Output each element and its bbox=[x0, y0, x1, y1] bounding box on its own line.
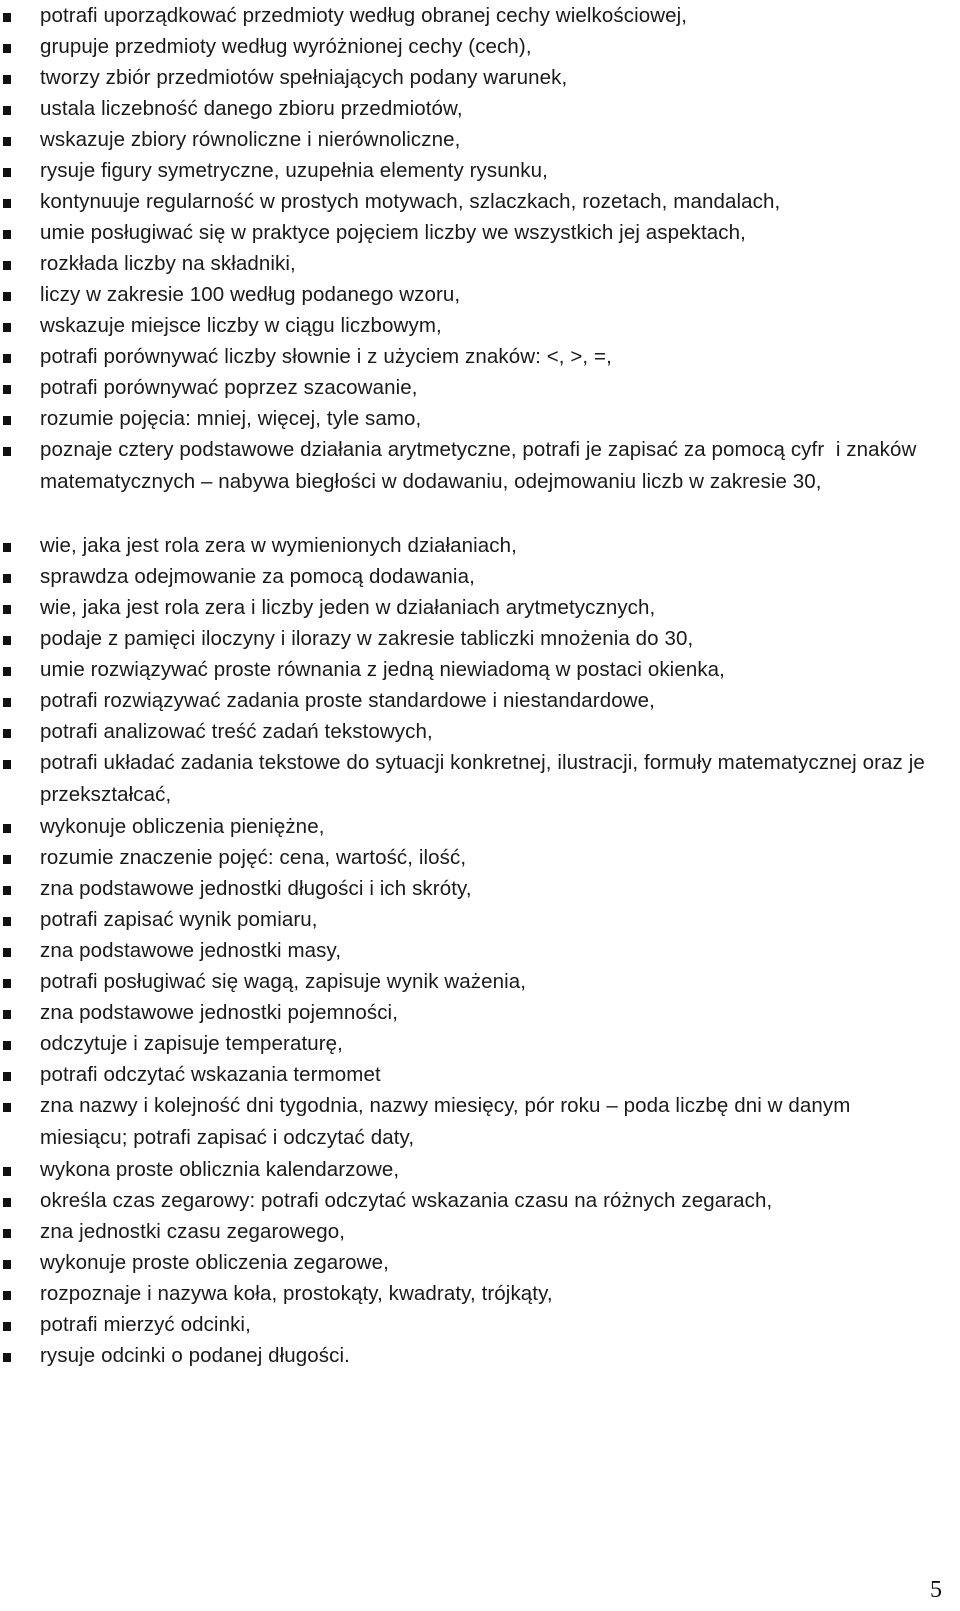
list-item-text: rozpoznaje i nazywa koła, prostokąty, kwadraty, trójkąty, bbox=[40, 1282, 553, 1305]
list-item bbox=[0, 997, 960, 1029]
square-bullet-icon bbox=[3, 1353, 11, 1362]
list-item-text: potrafi uporządkować przedmioty według obranej cechy wielkościowej, bbox=[40, 4, 688, 27]
list-item bbox=[0, 1309, 960, 1341]
square-bullet-icon bbox=[3, 75, 11, 84]
square-bullet-icon bbox=[3, 698, 11, 707]
list-item bbox=[0, 842, 960, 874]
list-item-text: podaje z pamięci iloczyny i ilorazy w zakresie tabliczki mnożenia do 30, bbox=[40, 627, 694, 650]
list-item bbox=[0, 1247, 960, 1279]
square-bullet-icon bbox=[3, 979, 11, 988]
list-item bbox=[0, 623, 960, 655]
list-item bbox=[0, 873, 960, 905]
square-bullet-icon bbox=[3, 636, 11, 645]
list-item bbox=[0, 31, 960, 63]
list-item-text: zna podstawowe jednostki masy, bbox=[40, 939, 342, 962]
list-item-text: potrafi rozwiązywać zadania proste standardowe i niestandardowe, bbox=[40, 689, 655, 712]
square-bullet-icon bbox=[3, 261, 11, 270]
list-item-text: wskazuje zbiory równoliczne i nierównoliczne, bbox=[40, 128, 461, 151]
list-item bbox=[0, 1028, 960, 1060]
list-item bbox=[0, 561, 960, 593]
list-item bbox=[0, 310, 960, 342]
list-item-text: potrafi odczytać wskazania termomet bbox=[40, 1063, 381, 1086]
list-item-text: potrafi mierzyć odcinki, bbox=[40, 1313, 251, 1336]
square-bullet-icon bbox=[3, 574, 11, 583]
list-item bbox=[0, 155, 960, 187]
square-bullet-icon bbox=[3, 1041, 11, 1050]
square-bullet-icon bbox=[3, 168, 11, 177]
list-item-text: odczytuje i zapisuje temperaturę, bbox=[40, 1032, 343, 1055]
list-item bbox=[0, 1154, 960, 1186]
list-item-text: wykona proste oblicznia kalendarzowe, bbox=[40, 1158, 400, 1181]
list-item-text: rozumie pojęcia: mniej, więcej, tyle samo, bbox=[40, 407, 422, 430]
square-bullet-icon bbox=[3, 1260, 11, 1269]
list-item bbox=[0, 124, 960, 156]
list-item-text: wykonuje proste obliczenia zegarowe, bbox=[40, 1251, 389, 1274]
page-number: 5 bbox=[930, 1577, 942, 1603]
list-item-text: potrafi porównywać liczby słownie i z użyciem znaków: <, >, =, bbox=[40, 345, 612, 368]
square-bullet-icon bbox=[3, 1229, 11, 1238]
list-item-text: potrafi posługiwać się wagą, zapisuje wynik ważenia, bbox=[40, 970, 527, 993]
list-item-text: sprawdza odejmowanie za pomocą dodawania, bbox=[40, 565, 475, 588]
list-item bbox=[0, 372, 960, 404]
square-bullet-icon bbox=[3, 1072, 11, 1081]
list-item-text: kontynuuje regularność w prostych motywach, szlaczkach, rozetach, mandalach, bbox=[40, 190, 781, 213]
list-item bbox=[0, 747, 960, 811]
list-item bbox=[0, 1185, 960, 1217]
list-item bbox=[0, 0, 960, 32]
list-item bbox=[0, 530, 960, 562]
square-bullet-icon bbox=[3, 1010, 11, 1019]
list-item-text: wykonuje obliczenia pieniężne, bbox=[40, 815, 325, 838]
list-item bbox=[0, 1278, 960, 1310]
square-bullet-icon bbox=[3, 1322, 11, 1331]
square-bullet-icon bbox=[3, 886, 11, 895]
list-item-text: zna podstawowe jednostki długości i ich skróty, bbox=[40, 877, 472, 900]
square-bullet-icon bbox=[3, 13, 11, 22]
list-item-text: potrafi porównywać poprzez szacowanie, bbox=[40, 376, 418, 399]
square-bullet-icon bbox=[3, 199, 11, 208]
list-item-text: ustala liczebność danego zbioru przedmiotów, bbox=[40, 97, 463, 120]
list-item bbox=[0, 434, 960, 530]
square-bullet-icon bbox=[3, 1103, 11, 1112]
list-item bbox=[0, 62, 960, 94]
list-item-text: wskazuje miejsce liczby w ciągu liczbowym, bbox=[40, 314, 442, 337]
list-item-text: liczy w zakresie 100 według podanego wzoru, bbox=[40, 283, 461, 306]
square-bullet-icon bbox=[3, 44, 11, 53]
list-item-text: rozkłada liczby na składniki, bbox=[40, 252, 296, 275]
square-bullet-icon bbox=[3, 354, 11, 363]
list-item-text: wie, jaka jest rola zera w wymienionych działaniach, bbox=[40, 534, 517, 557]
list-item-text: rysuje odcinki o podanej długości. bbox=[40, 1344, 350, 1367]
list-item-text: rysuje figury symetryczne, uzupełnia elementy rysunku, bbox=[40, 159, 548, 182]
square-bullet-icon bbox=[3, 416, 11, 425]
square-bullet-icon bbox=[3, 824, 11, 833]
square-bullet-icon bbox=[3, 1198, 11, 1207]
square-bullet-icon bbox=[3, 1291, 11, 1300]
list-item bbox=[0, 592, 960, 624]
square-bullet-icon bbox=[3, 760, 11, 769]
list-item bbox=[0, 1059, 960, 1091]
list-item-text: wie, jaka jest rola zera i liczby jeden w działaniach arytmetycznych, bbox=[40, 596, 656, 619]
square-bullet-icon bbox=[3, 230, 11, 239]
square-bullet-icon bbox=[3, 323, 11, 332]
square-bullet-icon bbox=[3, 667, 11, 676]
list-item bbox=[0, 811, 960, 843]
list-item bbox=[0, 1216, 960, 1248]
list-item bbox=[0, 279, 960, 311]
square-bullet-icon bbox=[3, 1167, 11, 1176]
square-bullet-icon bbox=[3, 917, 11, 926]
square-bullet-icon bbox=[3, 106, 11, 115]
list-item-text: zna jednostki czasu zegarowego, bbox=[40, 1220, 346, 1243]
list-item bbox=[0, 341, 960, 373]
square-bullet-icon bbox=[3, 292, 11, 301]
list-item bbox=[0, 1090, 960, 1154]
list-item-text: rozumie znaczenie pojęć: cena, wartość, ilość, bbox=[40, 846, 467, 869]
list-item-text: grupuje przedmioty według wyróżnionej cechy (cech), bbox=[40, 35, 532, 58]
square-bullet-icon bbox=[3, 137, 11, 146]
list-item bbox=[0, 685, 960, 717]
list-item-text: umie rozwiązywać proste równania z jedną niewiadomą w postaci okienka, bbox=[40, 658, 725, 681]
square-bullet-icon bbox=[3, 543, 11, 552]
square-bullet-icon bbox=[3, 948, 11, 957]
list-item bbox=[0, 186, 960, 218]
list-item-text: potrafi układać zadania tekstowe do sytuacji konkretnej, ilustracji, formuły matematycznej oraz je przekształcać, bbox=[40, 751, 931, 806]
list-item-text: umie posługiwać się w praktyce pojęciem liczby we wszystkich jej aspektach, bbox=[40, 221, 746, 244]
list-item-text: określa czas zegarowy: potrafi odczytać wskazania czasu na różnych zegarach, bbox=[40, 1189, 773, 1212]
list-item-text: zna podstawowe jednostki pojemności, bbox=[40, 1001, 398, 1024]
list-item-text: poznaje cztery podstawowe działania arytmetyczne, potrafi je zapisać za pomocą cyfr i znaków matematycznych – nabywa biegłości w dodawaniu, odejmowaniu liczb w zakresie 30, bbox=[40, 438, 923, 493]
square-bullet-icon bbox=[3, 605, 11, 614]
list-item bbox=[0, 403, 960, 435]
list-item bbox=[0, 93, 960, 125]
list-item bbox=[0, 217, 960, 249]
list-item bbox=[0, 966, 960, 998]
list-item-text: potrafi analizować treść zadań tekstowych, bbox=[40, 720, 433, 743]
list-item bbox=[0, 248, 960, 280]
list-item-text: potrafi zapisać wynik pomiaru, bbox=[40, 908, 318, 931]
list-item bbox=[0, 935, 960, 967]
list-item bbox=[0, 716, 960, 748]
list-item-text: zna nazwy i kolejność dni tygodnia, nazwy miesięcy, pór roku – poda liczbę dni w danym miesiącu; potrafi zapisać i odczytać daty, bbox=[40, 1094, 857, 1149]
list-item bbox=[0, 654, 960, 686]
square-bullet-icon bbox=[3, 855, 11, 864]
list-item-text: tworzy zbiór przedmiotów spełniających podany warunek, bbox=[40, 66, 568, 89]
square-bullet-icon bbox=[3, 729, 11, 738]
list-item bbox=[0, 1340, 960, 1372]
square-bullet-icon bbox=[3, 385, 11, 394]
square-bullet-icon bbox=[3, 447, 11, 456]
list-item bbox=[0, 904, 960, 936]
